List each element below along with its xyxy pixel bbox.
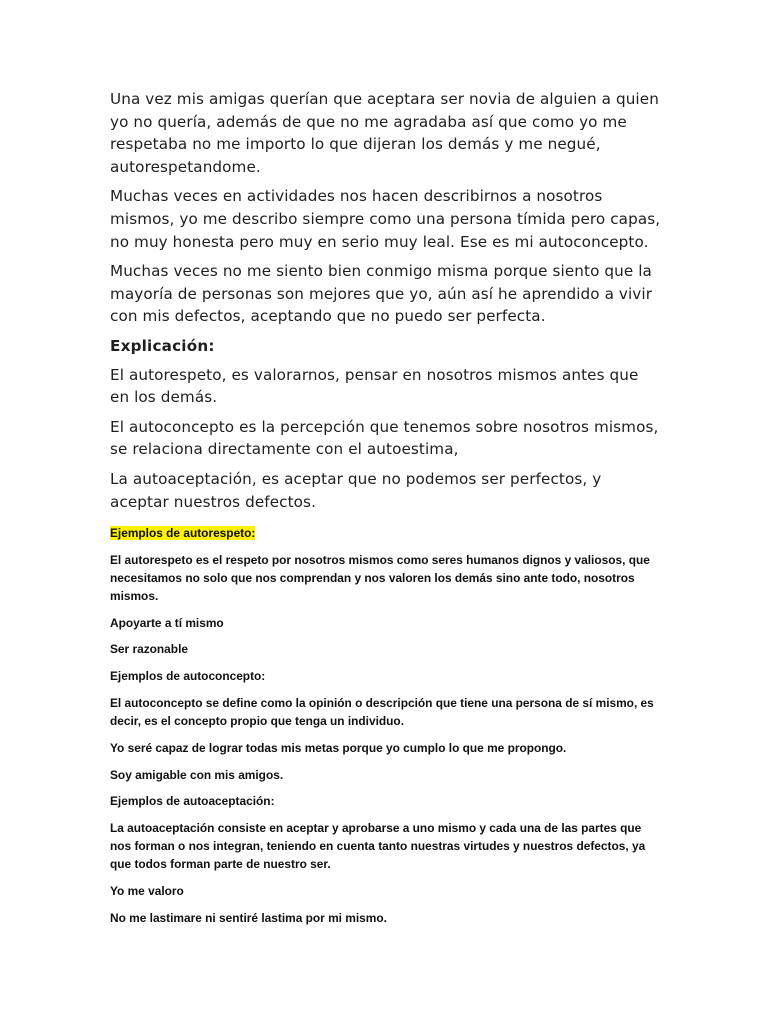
autoaceptacion-example-2: No me lastimare ni sentiré lastima por mi mismo. — [110, 910, 387, 925]
autorespeto-example-2: Ser razonable — [110, 642, 188, 657]
explicacion-heading: Explicación: — [110, 336, 215, 355]
autorespeto-example-1: Apoyarte a tí mismo — [110, 615, 224, 630]
explicacion-autoconcepto: El autoconcepto es la percepción que tenemos sobre nosotros mismos, se relaciona directamente con el autoestima, — [110, 417, 659, 459]
ejemplos-section — [110, 524, 662, 927]
autoconcepto-example-1: Yo seré capaz de lograr todas mis metas porque yo cumplo lo que me propongo. — [110, 740, 567, 755]
autorespeto-definition: El autorespeto es el respeto por nosotros mismos como seres humanos dignos y valiosos, que necesitamos no solo que nos comprendan y nos valoren los demás sino ante todo, nosotros mismos. — [110, 552, 650, 603]
paragraph-autoaceptacion-story: Muchas veces no me siento bien conmigo misma porque siento que la mayoría de personas son mejores que yo, aún así he aprendido a vivir con mis defectos, aceptando que no puedo ser perfecta. — [110, 262, 653, 326]
explicacion-autorespeto: El autorespeto, es valorarnos, pensar en nosotros mismos antes que en los demás. — [110, 365, 639, 407]
paragraph-autoconcepto-story: Muchas veces en actividades nos hacen describirnos a nosotros mismos, yo me describo siempre como una persona tímida pero capas, no muy honesta pero muy en serio muy leal. Ese es mi autoconcepto. — [110, 187, 661, 251]
autoaceptacion-example-1: Yo me valoro — [110, 884, 184, 899]
explicacion-autoaceptacion: La autoaceptación, es aceptar que no podemos ser perfectos, y aceptar nuestros defectos. — [110, 469, 602, 511]
highlighted-text: Ejemplos de autorespeto: — [110, 526, 256, 541]
ejemplos-autorespeto-heading — [110, 524, 662, 542]
autoaceptacion-definition: La autoaceptación consiste en aceptar y aprobarse a uno mismo y cada una de las partes que nos forman o nos integran, teniendo en cuenta tanto nuestras virtudes y nuestros defectos, ya que todos forman parte de nuestro ser. — [110, 821, 646, 872]
document-body — [110, 88, 662, 936]
ejemplos-autoaceptacion-heading: Ejemplos de autoaceptación: — [110, 794, 275, 809]
paragraph-autorespeto-story: Una vez mis amigas querían que aceptara ser novia de alguien a quien yo no quería, además de que no me agradaba así que como yo me respetaba no me importo lo que dijeran los demás y me negué, autorespetandome. — [110, 90, 659, 176]
ejemplos-autoconcepto-heading: Ejemplos de autoconcepto: — [110, 669, 266, 684]
autoconcepto-definition: El autoconcepto se define como la opinión o descripción que tiene una persona de sí mismo, es decir, es el concepto propio que tenga un individuo. — [110, 696, 654, 729]
autoconcepto-example-2: Soy amigable con mis amigos. — [110, 767, 284, 782]
